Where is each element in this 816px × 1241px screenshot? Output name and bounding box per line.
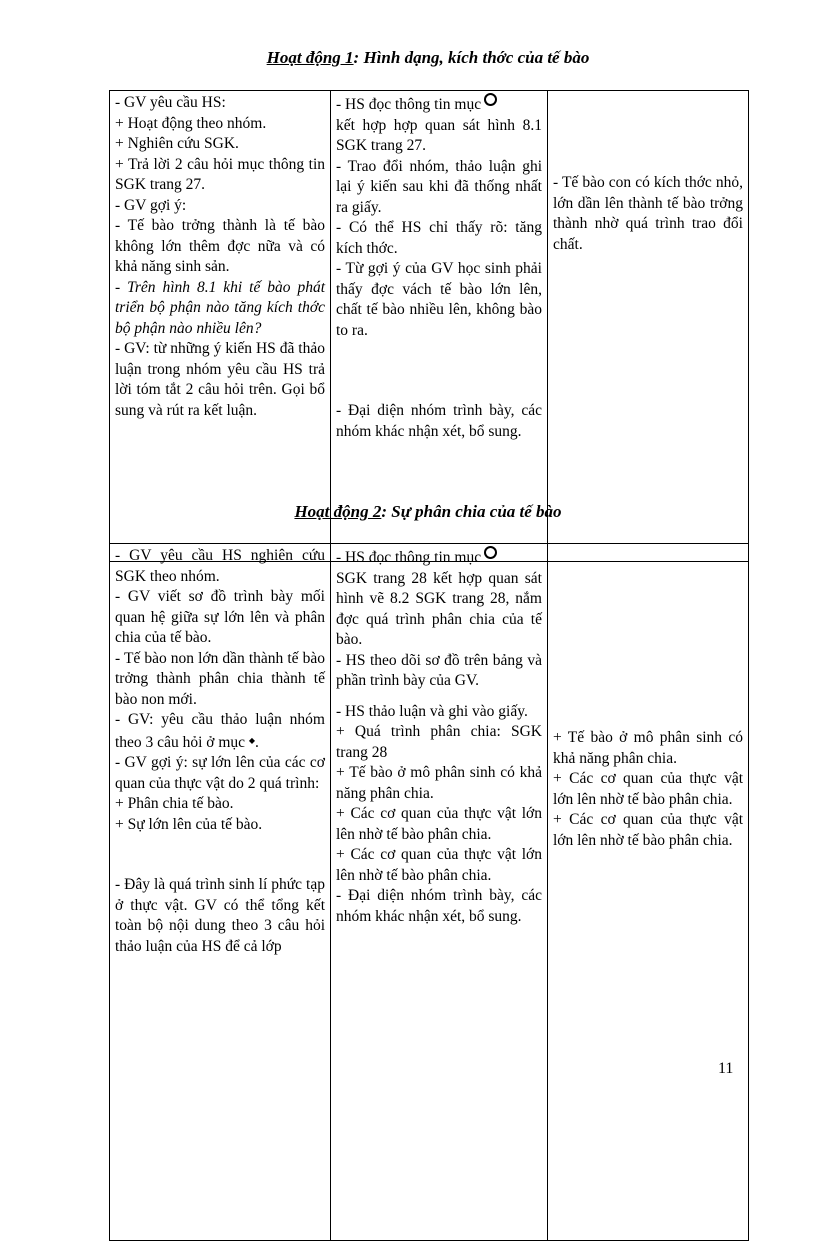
text-span: - GV: yêu cầu thảo luận nhóm theo 3 câu hỏi ở mục [115, 711, 325, 751]
text-line-italic: - Trên hình 8.1 khi tế bào phát triển bộ phận nào tăng kích thớc bộ phận nào nhiều lên? [115, 278, 325, 337]
text-line [336, 93, 542, 116]
circle-symbol-icon [484, 546, 497, 559]
text-line: - Tế bào trởng thành là tế bào không lớn thêm đợc nữa và có khả năng sinh sản. [115, 217, 325, 275]
spacer [336, 692, 542, 702]
spacer [336, 361, 542, 381]
activity2-teacher-column [110, 544, 331, 1241]
text-line: - Đây là quá trình sinh lí phức tạp ở thực vật. GV có thể tổng kết toàn bộ nội dung theo 3 câu hỏi thảo luận của HS để cả lớp [115, 876, 325, 955]
activity1-teacher-column [110, 91, 331, 562]
text-line: - Đại diện nhóm trình bày, các nhóm khác nhận xét, bổ sung. [336, 402, 542, 440]
activity2-student-column [331, 544, 548, 1241]
text-line: - Từ gợi ý của GV học sinh phải thấy đợc vách tế bào lớn lên, chất tế bào nhiều lên, không bào to ra. [336, 260, 542, 339]
text-line: + Sự lớn lên của tế bào. [115, 815, 263, 833]
text-span: - HS đọc thông tin mục [336, 549, 482, 566]
text-line: - Có thể HS chỉ thấy rõ: tăng kích thớc. [336, 219, 542, 257]
text-line: - HS thảo luận và ghi vào giấy. [336, 702, 528, 720]
text-line: - GV yêu cầu HS: [115, 94, 226, 111]
text-line: + Hoạt động theo nhóm. [115, 114, 267, 132]
text-line: - Tế bào con có kích thớc nhỏ, lớn dần lên thành tế bào trởng thành nhờ quá trình trao đổi chất. [553, 174, 743, 253]
activity2-conclusion-column [548, 544, 749, 1241]
text-line: - GV gợi ý: [115, 196, 187, 214]
text-line: - GV: từ những ý kiến HS đã thảo luận trong nhóm yêu cầu HS trả lời tóm tắt 2 câu hỏi trên. Gọi bổ sung và rút ra kết luận. [115, 340, 325, 419]
text-line: SGK trang 28 kết hợp quan sát hình vẽ 8.2 SGK trang 28, nắm đợc quá trình phân chia của tế bào. [336, 569, 542, 648]
text-line: - Tế bào non lớn dần thành tế bào trởng thành phân chia thành tế bào non mới. [115, 649, 325, 708]
text-line: + Tế bào ở mô phân sinh có khả năng phân chia. [553, 729, 743, 767]
spacer [115, 855, 325, 875]
text-line: - GV viết sơ đồ trình bày mối quan hệ giữa sự lớn lên và phân chia của tế bào. [115, 588, 325, 646]
activity2-heading-prefix: Hoạt động 2 [294, 502, 382, 521]
spacer [115, 835, 325, 855]
text-line: - GV: yêu cầu thảo luận nhóm theo 3 câu hỏi ở mục ◆. [115, 711, 325, 751]
activity2-table [109, 543, 749, 1241]
text-line: + Nghiên cứu SGK. [115, 135, 239, 152]
text-line: - HS theo dõi sơ đồ trên bảng và phần trình bày của GV. [336, 651, 542, 689]
activity1-heading-title: : Hình dạng, kích thớc của tế bào [353, 48, 590, 67]
text-line: + Tế bào ở mô phân sinh có khả năng phân chia. [336, 764, 542, 802]
text-span: - HS đọc thông tin mục [336, 96, 482, 113]
spacer [336, 381, 542, 401]
activity1-table [109, 90, 749, 562]
activity1-heading [0, 48, 816, 68]
text-line: + Phân chia tế bào. [115, 795, 234, 812]
text-line: - GV yêu cầu HS nghiên cứu SGK theo nhóm. [115, 547, 325, 585]
text-line: + Các cơ quan của thực vật lớn lên nhờ tế bào phân chia. [553, 811, 743, 849]
text-line: - Trao đổi nhóm, thảo luận ghi lại ý kiến sau khi đã thống nhất ra giấy. [336, 157, 542, 216]
text-line: + Các cơ quan của thực vật lớn lên nhờ tế bào phân chia. [336, 805, 542, 843]
activity2-heading-title: : Sự phân chia của tế bào [381, 502, 562, 521]
text-line: - Đại diện nhóm trình bày, các nhóm khác nhận xét, bổ sung. [336, 887, 542, 925]
text-line: + Các cơ quan của thực vật lớn lên nhờ tế bào phân chia. [336, 846, 542, 884]
text-line: - GV gợi ý: sự lớn lên của các cơ quan của thực vật do 2 quá trình: [115, 754, 325, 792]
circle-symbol-icon [484, 93, 497, 106]
activity1-conclusion-column [548, 91, 749, 562]
diamond-symbol-icon: ◆ [248, 735, 256, 745]
activity1-student-column [331, 91, 548, 562]
activity1-heading-prefix: Hoạt động 1 [266, 48, 354, 67]
page-number: 11 [718, 1060, 734, 1077]
text-line [336, 546, 542, 569]
spacer [336, 341, 542, 361]
activity2-heading [0, 502, 816, 522]
text-line: kết hợp hợp quan sát hình 8.1 SGK trang 27. [336, 116, 542, 154]
text-line: + Các cơ quan của thực vật lớn lên nhờ tế bào phân chia. [553, 770, 743, 808]
text-line: + Quá trình phân chia: SGK trang 28 [336, 723, 542, 761]
text-line: + Trả lời 2 câu hỏi mục thông tin SGK trang 27. [115, 155, 325, 193]
